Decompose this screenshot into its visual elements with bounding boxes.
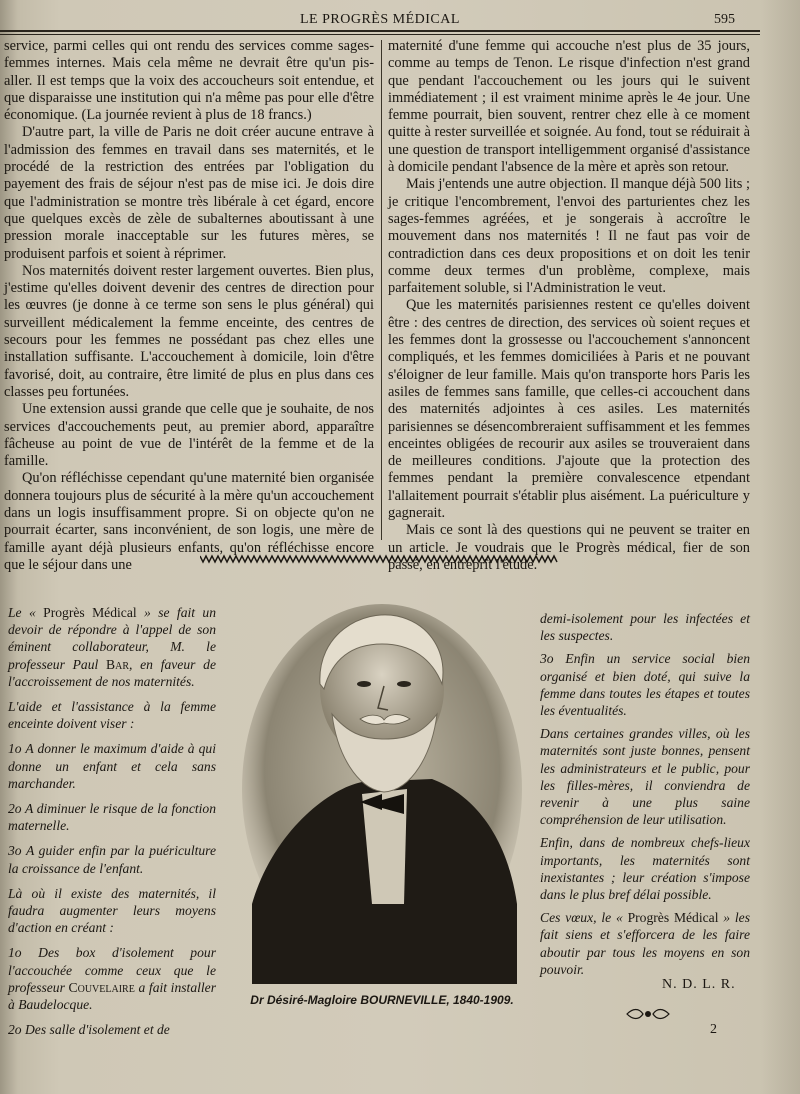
portrait-engraving <box>232 604 530 984</box>
note-paragraph: Enfin, dans de nombreux chefs-lieux importants, les maternités sont inexistantes ; leur création s'impose dans le plus bref délai possible. <box>540 835 750 903</box>
paragraph: service, parmi celles qui ont rendu des services comme sages-femmes internes. Mais cela même ne devrait être qu'un pis-aller. Il est temps que la voix des accoucheurs soit entendue, et que disparaisse une institution qui n'a même pas pour elle d'être économique. (La journée revient à plus de 18 francs.) <box>4 38 374 124</box>
paragraph: Mais j'entends une autre objection. Il manque déjà 500 lits ; je critique l'encombrement, l'envoi des parturientes chez les sages-femmes agréées, et je songerais à accroître le mouvement dans nos maternités ! Il ne faut pas voir de contradiction dans ces deux propositions et on doit les tenir comme deux termes d'un problème, complexe, mais parfaitement soluble, si l'Administration le veut. <box>388 176 750 297</box>
paragraph: Nos maternités doivent rester largement ouvertes. Bien plus, j'estime qu'elles doivent devenir des centres de direction pour les œuvres (je donne à ce terme son sens le plus général) qui surveillent médicalement la femme enceinte, des centres de secours pour les femmes ne possédant pas chez elles une installation suffisante. L'accouchement à domicile, loin d'être favorisé, doit, au contraire, être limité de plus en plus dans ces classes peu fortunées. <box>4 262 374 400</box>
page-number: 595 <box>714 12 735 27</box>
journal-name: Progrès Médical <box>627 910 719 926</box>
person-name: Bar <box>106 656 129 672</box>
header-rule-thin <box>0 34 760 35</box>
journal-name: Progrès Médical <box>43 605 137 620</box>
editorial-note-left <box>8 604 216 1046</box>
note-paragraph: L'aide et l'assistance à la femme enceinte doivent viser : <box>8 699 216 732</box>
note-paragraph <box>540 909 750 978</box>
paragraph: maternité d'une femme qui accouche n'est plus de 35 jours, comme au temps de Tenon. Le risque d'infection n'est grand que pendant l'accouchement ou les jours qui le suivent immédiatement ; il est vraiment minime après le 4e jour. Une femme pourrait, bien souvent, rentrer chez elle à ce moment quitte à rester surveillée et soignée. Au fond, tout se réduirait à une question de transport intelligemment organisé d'assistance à domicile pendant l'absence de la mère et après son retour. <box>388 38 750 176</box>
editor-signature: N. D. L. R. <box>662 977 736 992</box>
column-divider <box>381 40 382 540</box>
portrait-caption: Dr Désiré-Magloire BOURNEVILLE, 1840-1909. <box>250 993 514 1007</box>
signature-mark: 2 <box>710 1022 717 1037</box>
note-paragraph: 3o A guider enfin par la puériculture la croissance de l'enfant. <box>8 843 216 876</box>
paragraph: D'autre part, la ville de Paris ne doit créer aucune entrave à l'admission des femmes en travail dans ses maternités, et le procédé de la restriction des entrées par l'obligation du payement des frais de séjour n'est pas de mise ici. Je dois dire que l'administration se montre très libérale à cet égard, encore que quelques excès de zèle de subalternes aboutissant à une pression morale inacceptable sur les futures mères, se produisent parfois et soient à réprimer. <box>4 124 374 262</box>
article-right-column <box>388 38 750 574</box>
note-text: » se fait un devoir de répondre à l'appel de son éminent collaborateur, M. le professeur Paul <box>8 605 217 672</box>
note-text: » les fait siens et s'efforcera de les faire aboutir par tous les moyens en son pouvoir. <box>540 910 751 977</box>
paragraph: Mais ce sont là des questions qui ne peuvent se traiter en un article. Je voudrais que le Progrès médical, fier de son passé, en entreprît l'étude. <box>388 522 750 573</box>
paragraph: Une extension aussi grande que celle que je souhaite, de nos services d'accouchements peut, au premier abord, apparaître fâcheuse au point de vue de l'intérêt de la femme et de la famille. <box>4 401 374 470</box>
note-paragraph: 1o A donner le maximum d'aide à qui donne un enfant et cela sans marchander. <box>8 741 216 791</box>
note-text: , en faveur de l'accroissement de nos maternités. <box>8 656 216 689</box>
note-paragraph: 2o Des salle d'isolement et de <box>8 1022 170 1038</box>
zigzag-rule <box>200 554 558 564</box>
article-left-column <box>4 38 374 574</box>
fleuron-ornament <box>625 1007 671 1021</box>
note-paragraph: 2o A diminuer le risque de la fonction maternelle. <box>8 801 216 834</box>
note-paragraph <box>8 604 216 690</box>
note-paragraph: Dans certaines grandes villes, où les maternités sont juste bonnes, pensent les administrateurs et le public, pour les filles-mères, il conviendra de revenir à une plus saine compréhension de leur utilisation. <box>540 726 750 828</box>
note-paragraph: demi-isolement pour les infectées et les suspectes. <box>540 611 750 644</box>
paragraph: Que les maternités parisiennes restent ce qu'elles doivent être : des centres de direction, des services où soient reçues et les femmes dont la grossesse ou l'accouchement s'annoncent compliqués, et les femmes domiciliées à Paris et ne pouvant s'éloigner de leur famille. Mais qu'on transporte hors Paris les asiles de femmes sans famille, que celles-ci accouchent dans des maternités adjointes à ces asiles. Les maternités parisiennes se désencombreraient suffisamment et les femmes enceintes obligées de recourir aux asiles se trouveraient dans de meilleures conditions. J'ajoute que la protection des femmes pendant la première convalescence etpendant l'allaitement pourrait s'établir plus aisément. La puériculture y gagnerait. <box>388 297 750 522</box>
note-text: Le « <box>8 605 44 620</box>
paragraph: Qu'on réfléchisse cependant qu'une maternité bien organisée donnera toujours plus de sécurité à la mère qu'un accouchement dans un logis insuffisamment propre. Si on objecte qu'on ne pourrait écarter, sans inconvénient, de son logis, une mère de famille ayant déjà plusieurs enfants, qu'on réfléchisse encore que le séjour dans une <box>4 470 374 573</box>
person-name: Couvelaire <box>68 979 135 995</box>
note-paragraph: Là où il existe des maternités, il faudra augmenter leurs moyens d'action en créant : <box>8 885 216 936</box>
note-text: a fait installer à Baudelocque. <box>8 979 217 1013</box>
header-rule <box>0 30 760 32</box>
journal-title: LE PROGRÈS MÉDICAL <box>300 12 460 27</box>
editorial-note-right <box>540 610 750 984</box>
note-paragraph: 3o Enfin un service social bien organisé et bien doté, qui suive la femme dans toutes les étapes et toutes les éventualités. <box>540 651 750 719</box>
note-paragraph <box>8 944 216 1013</box>
note-text: 1o Des box d'isolement pour l'accouchée comme ceux que le professeur <box>8 945 216 995</box>
page-header <box>0 8 800 32</box>
note-text: Ces vœux, le « <box>540 910 628 926</box>
